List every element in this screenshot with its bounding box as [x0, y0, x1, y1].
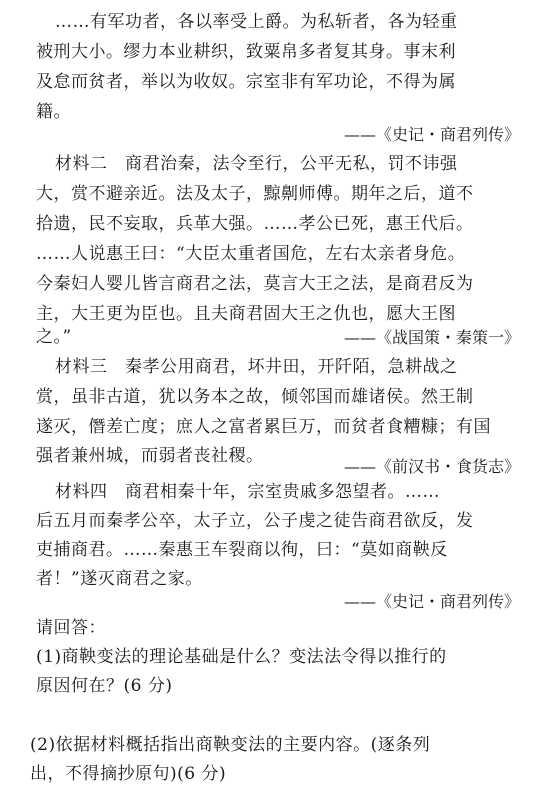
material2-line-2: 大，赏不避亲近。法及太子，黥劓师傅。期年之后，道不 [36, 184, 474, 204]
material2-line-5: 今秦妇人婴儿皆言商君之法，莫言大王之法，是商君反为 [36, 274, 474, 294]
material3-line-1: 材料三 秦孝公用商君，坏井田，开阡陌，急耕战之 [55, 357, 458, 377]
material3-line-4: 强者兼州城，而弱者丧社稷。 [36, 446, 264, 466]
material2-line-3: 拾遗，民不妄取，兵革大强。……孝公已死，惠王代后。 [36, 214, 474, 234]
material4-source: ——《史记・商君列传》 [343, 592, 520, 611]
paragraph1-line-4: 籍。 [36, 102, 71, 122]
questions-intro: 请回答： [36, 618, 106, 638]
material3-line-2: 赏，虽非古道，犹以务本之故，倾邻国而雄诸侯。然王制 [36, 387, 474, 407]
material4-line-4: 者！”遂灭商君之家。 [36, 569, 203, 589]
question1-line-1: (1)商鞅变法的理论基础是什么？变法法令得以推行的 [36, 647, 447, 667]
material2-line-1: 材料二 商君治秦，法令至行，公平无私，罚不讳强 [55, 154, 458, 174]
material3-line-3: 遂灭，僭差亡度；庶人之富者累巨万，而贫者食糟糠；有国 [36, 417, 491, 437]
material2-line-7: 之。” [36, 327, 72, 347]
material2-line-6: 主，大王更为臣也。且夫商君固大王之仇也，愿大王图 [36, 304, 456, 324]
paragraph1-line-3: 及怠而贫者，举以为收奴。宗室非有军功论，不得为属 [36, 72, 456, 92]
material2-source: ——《战国策・秦策一》 [343, 328, 520, 347]
material4-line-2: 后五月而秦孝公卒，太子立，公子虔之徒告商君欲反，发 [36, 511, 474, 531]
material2-line-4: ……人说惠王曰：“大臣太重者国危，左右太亲者身危。 [36, 244, 466, 264]
question2-line-2: 出，不得摘抄原句)(6 分) [30, 764, 227, 784]
material3-source: ——《前汉书・食货志》 [343, 457, 520, 476]
paragraph1-line-2: 被刑大小。缪力本业耕织，致粟帛多者复其身。事末利 [36, 42, 456, 62]
paragraph1-line-1: ……有军功者，各以率受上爵。为私斩者，各为轻重 [55, 12, 458, 32]
paragraph1-source: ——《史记・商君列传》 [343, 125, 520, 144]
question1-line-2: 原因何在？(6 分) [36, 676, 173, 696]
question2-line-1: (2)依据材料概括指出商鞅变法的主要内容。(逐条列 [30, 735, 431, 755]
material4-line-3: 吏捕商君。……秦惠王车裂商以徇，曰：“莫如商鞅反 [36, 540, 448, 560]
material4-line-1: 材料四 商君相秦十年，宗室贵戚多怨望者。…… [55, 482, 440, 502]
